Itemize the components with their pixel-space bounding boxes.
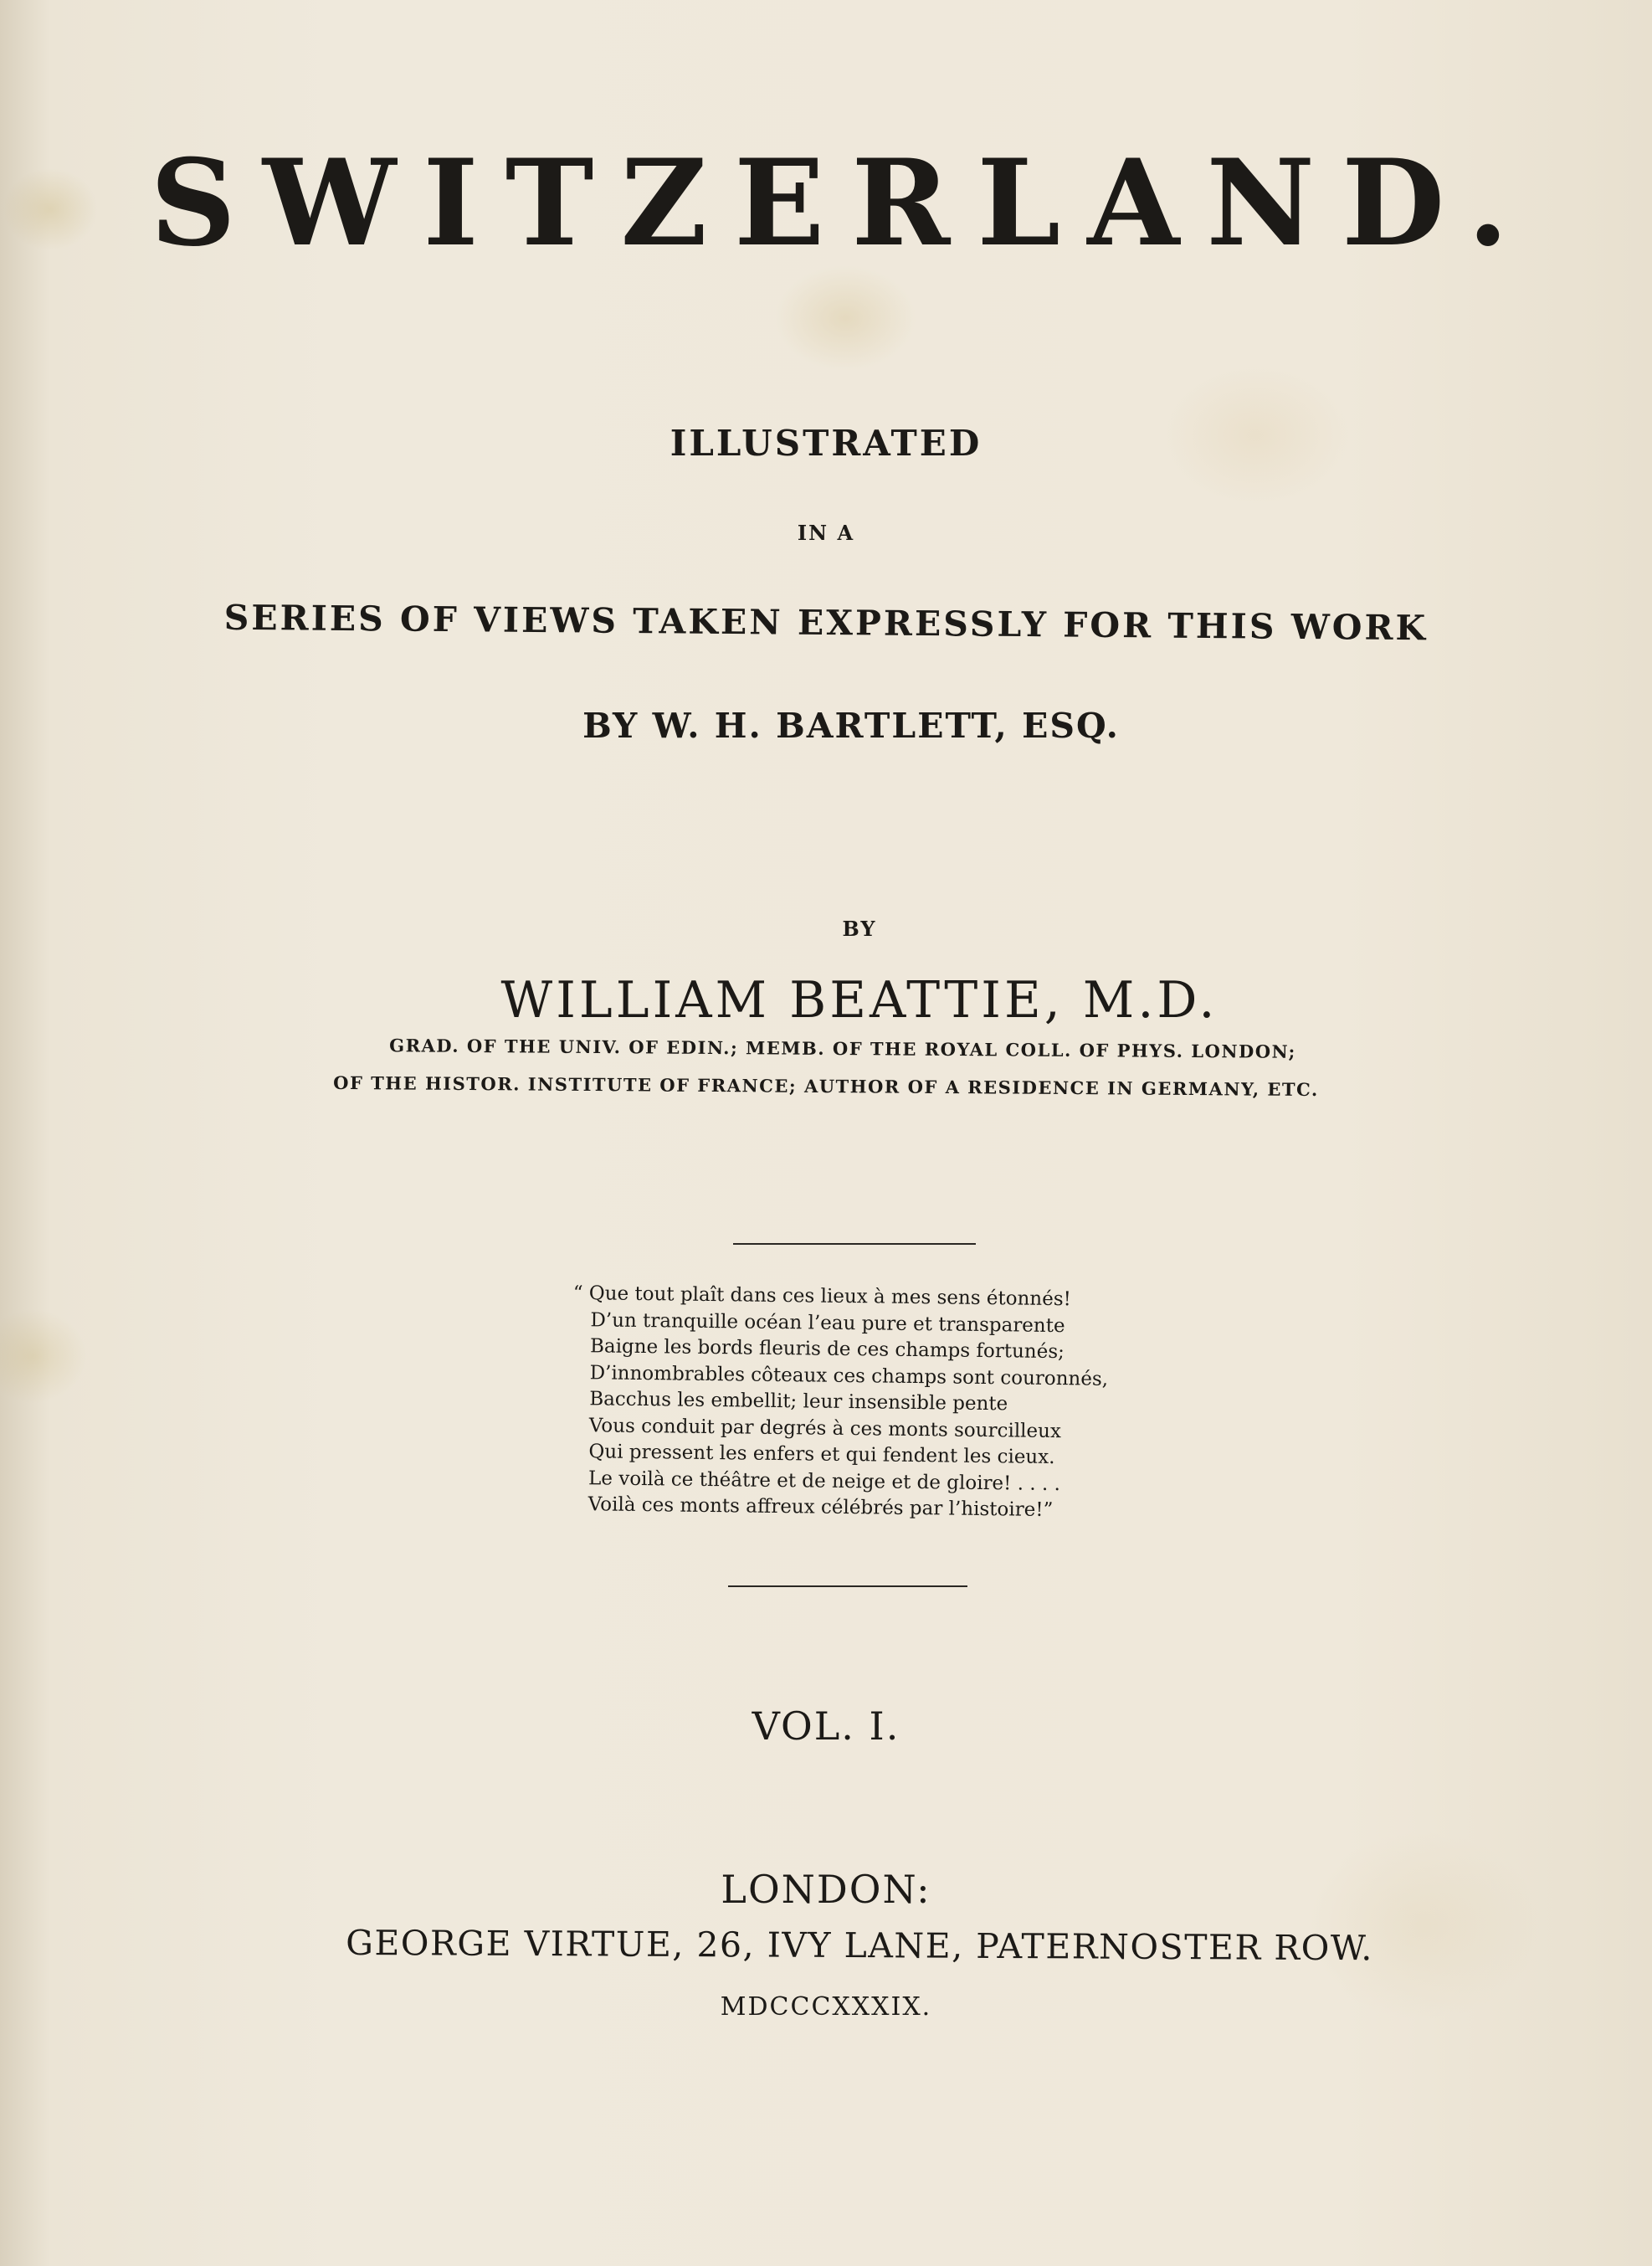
imprint-city: LONDON: [721,1867,931,1912]
epigraph-line: D’innombrables côteaux ces champs sont couronnés, [589,1361,1109,1390]
epigraph-line: “ Que tout plaît dans ces lieux à mes sens étonnés! [572,1282,1072,1311]
epigraph-line: Voilà ces monts affreux célébrés par l’histoire!” [587,1493,1054,1522]
imprint-publisher: GEORGE VIRTUE, 26, IVY LANE, PATERNOSTER ROW. [346,1922,1373,1969]
epigraph-line: Vous conduit par degrés à ces monts sourcilleux [588,1414,1062,1442]
subtitle-artist: BY W. H. BARTLETT, ESQ. [582,706,1120,746]
epigraph-line: Qui pressent les enfers et qui fendent les cieux. [588,1441,1055,1469]
imprint-year: MDCCCXXXIX. [720,1992,932,2022]
volume-number: VOL. I. [752,1703,900,1749]
epigraph-line: Bacchus les embellit; leur insensible pente [589,1388,1008,1416]
divider-rule [733,1243,976,1245]
book-title: SWITZERLAND. [150,134,1536,273]
epigraph-line: D’un tranquille océan l’eau pure et transparente [590,1308,1065,1337]
author-credentials-line: OF THE HISTOR. INSTITUTE OF FRANCE; AUTHOR OF A RESIDENCE IN GERMANY, ETC. [333,1071,1319,1101]
subtitle-illustrated: ILLUSTRATED [670,423,982,464]
author-by: BY [842,917,877,941]
epigraph [571,1281,1109,1524]
divider-rule [728,1585,967,1587]
epigraph-line: Le voilà ce théâtre et de neige et de gloire! . . . . [587,1467,1061,1495]
author-credentials-line: GRAD. OF THE UNIV. OF EDIN.; MEMB. OF THE ROYAL COLL. OF PHYS. LONDON; [389,1035,1296,1062]
subtitle-series: SERIES OF VIEWS TAKEN EXPRESSLY FOR THIS WORK [223,597,1429,649]
epigraph-line: Baigne les bords fleuris de ces champs fortunés; [589,1335,1065,1364]
subtitle-in-a: IN A [797,521,855,545]
author-name: WILLIAM BEATTIE, M.D. [500,971,1218,1030]
